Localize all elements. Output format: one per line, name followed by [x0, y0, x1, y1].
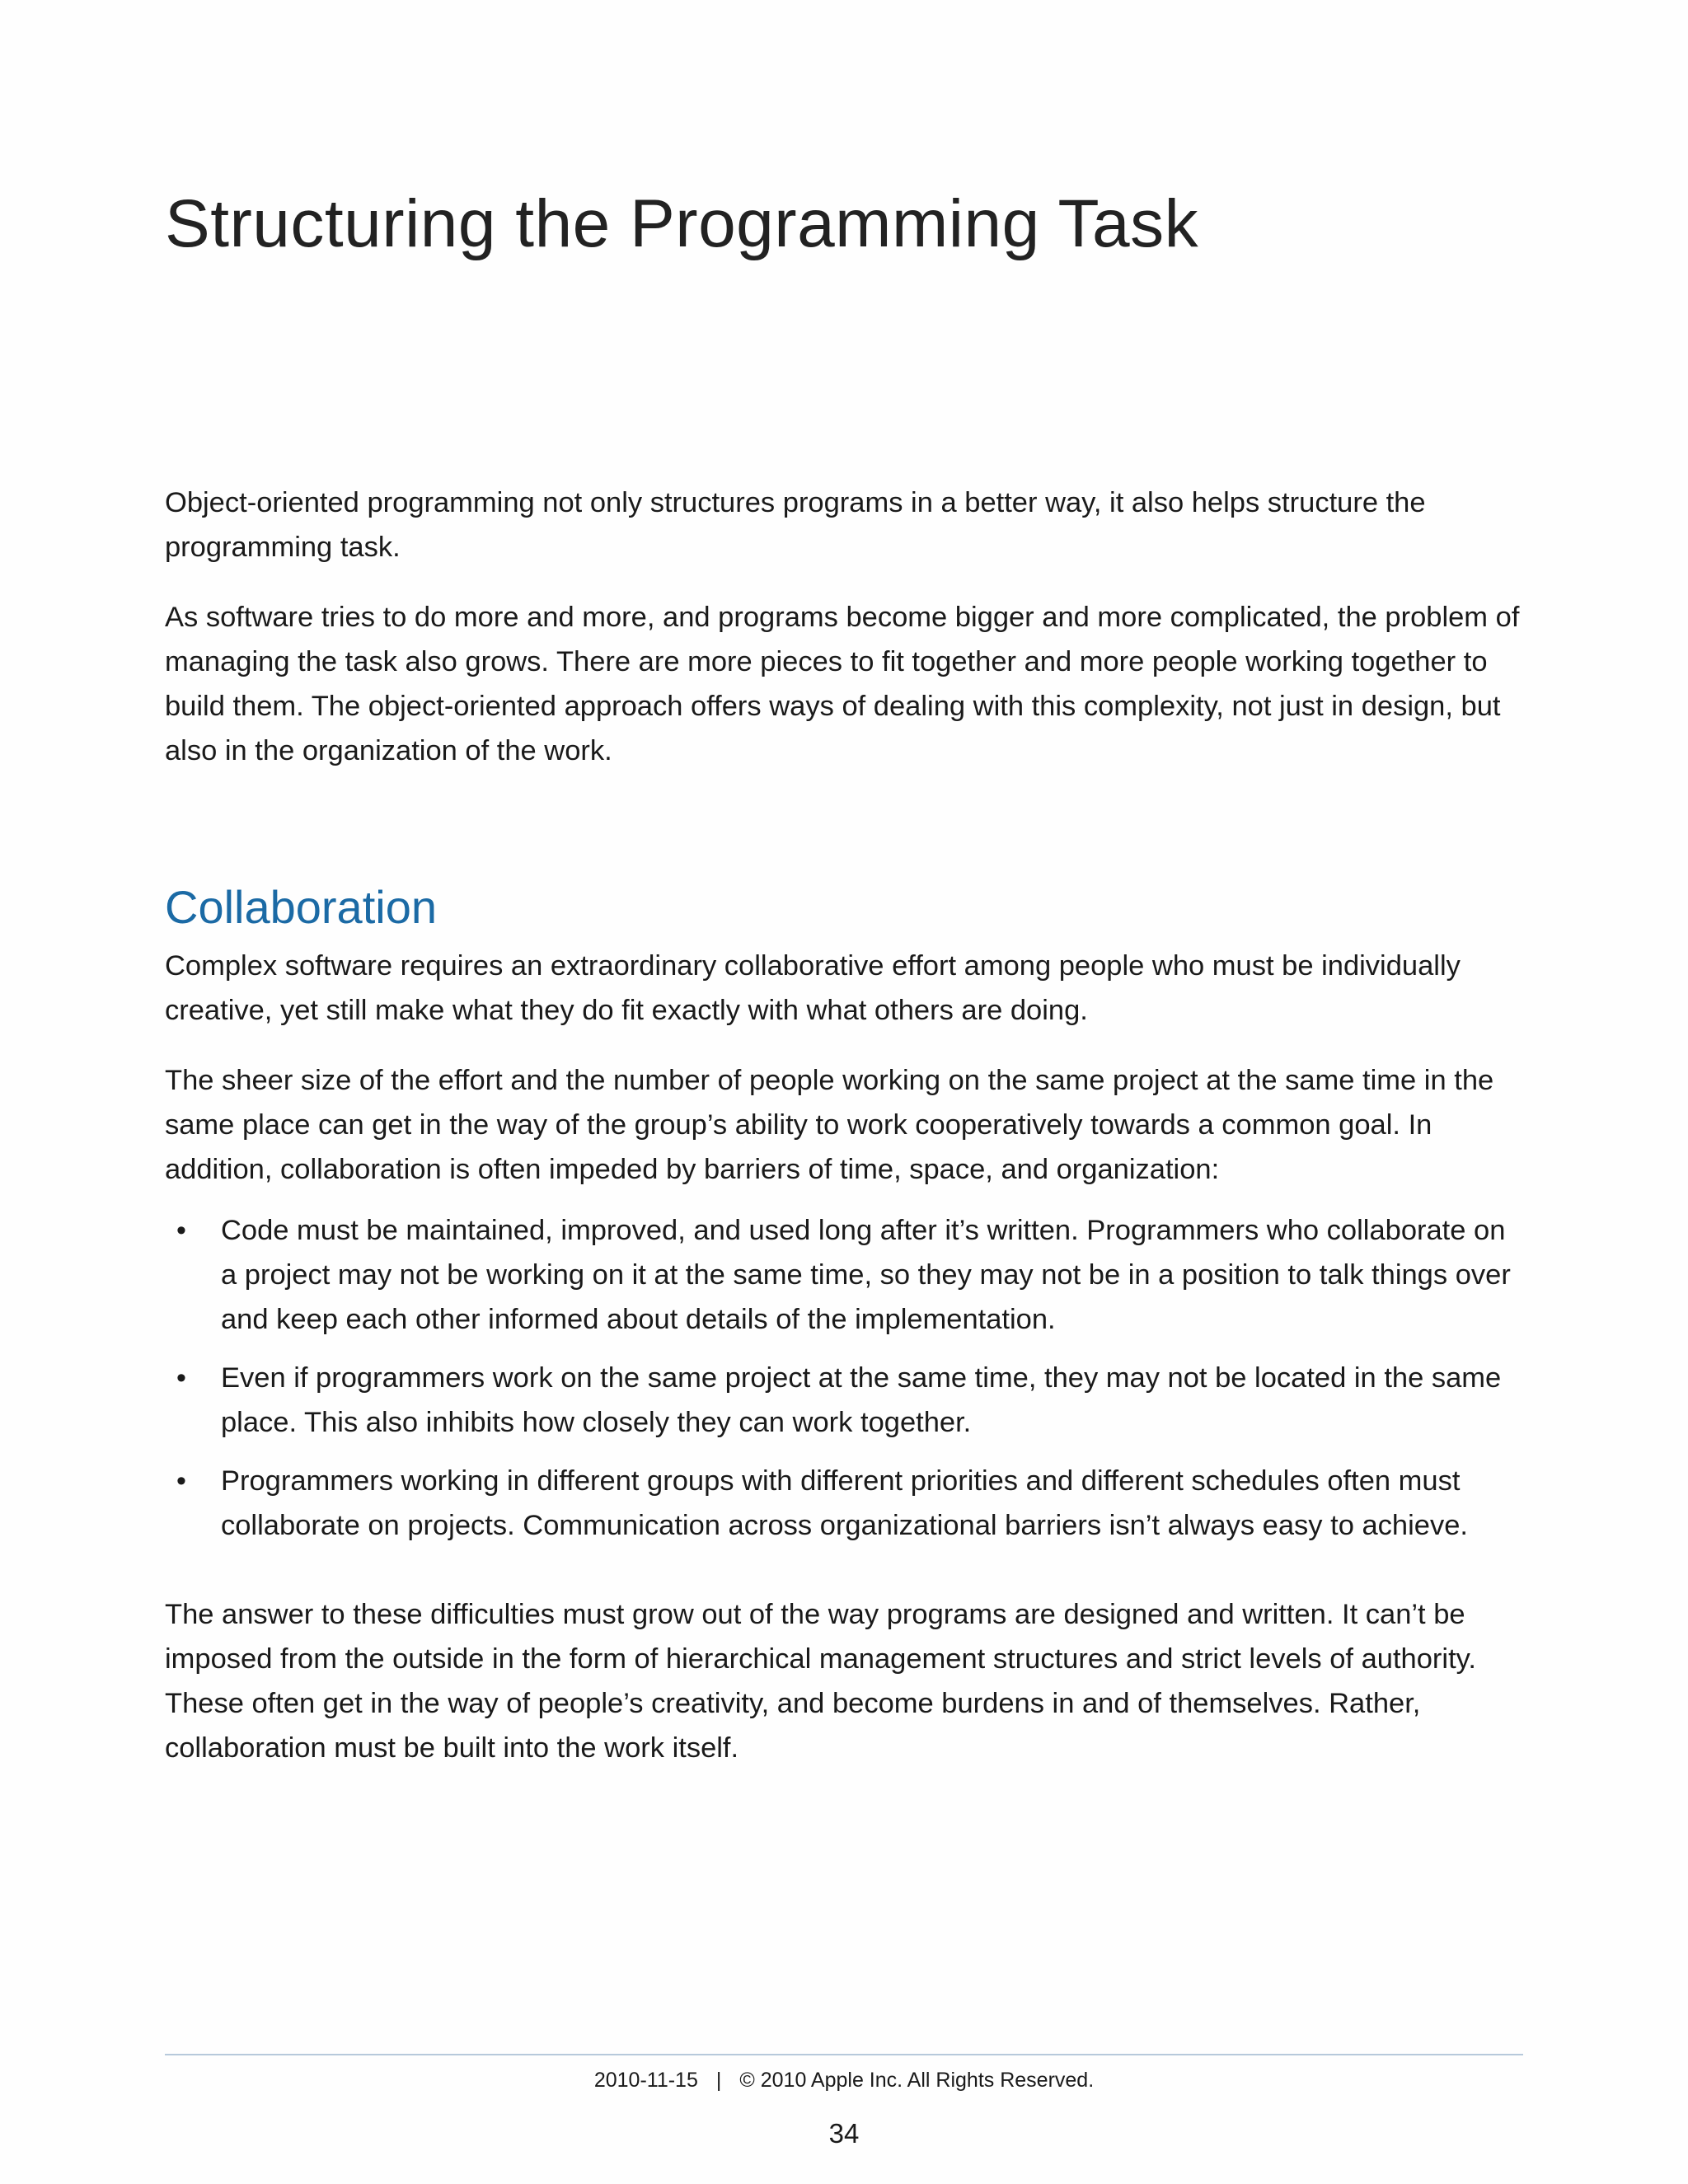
bullet-text: Code must be maintained, improved, and used long after it’s written. Programmers who collaborate on a project may not be working on it at the same time, so they may not be in a position to talk things over and keep each other informed about details of the implementation. — [221, 1215, 1511, 1335]
body-paragraph: Complex software requires an extraordinary collaborative effort among people who must be individually creative, yet still make what they do fit exactly with what others are doing. — [165, 950, 1461, 1026]
bullet-item — [165, 1356, 1525, 1445]
collaboration-section — [165, 876, 1525, 1796]
page-number: 34 — [828, 2118, 860, 2149]
bullet-icon: • — [176, 1465, 186, 1497]
bullet-icon: • — [176, 1362, 186, 1394]
footer-copyright: © 2010 Apple Inc. All Rights Reserved. — [739, 2069, 1095, 2092]
closing-paragraph: The answer to these difficulties must grow out of the way programs are designed and written. It can’t be imposed from the outside in the form of hierarchical management structures and strict levels of authority. These often get in the way of people’s creativity, and become burdens in and of themselves. Rather, collaboration must be built into the work itself. — [165, 1599, 1476, 1764]
bullet-item — [165, 1208, 1525, 1342]
bullet-text: Even if programmers work on the same project at the same time, they may not be located in the same place. This also inhibits how closely they can work together. — [221, 1362, 1502, 1438]
intro-paragraph: Object-oriented programming not only structures programs in a better way, it also helps structure the programming task. — [165, 487, 1426, 563]
footer-separator: | — [715, 2069, 722, 2092]
body-paragraph: The sheer size of the effort and the number of people working on the same project at the same time in the same place can get in the way of the group’s ability to work cooperatively towards a common goal. In addition, collaboration is often impeded by barriers of time, space, and organization: — [165, 1065, 1494, 1185]
intro-section — [165, 480, 1525, 799]
bullet-list — [165, 1208, 1525, 1548]
section-heading: Collaboration — [165, 881, 437, 933]
chapter-title: Structuring the Programming Task — [165, 186, 1199, 261]
footer-divider — [165, 2054, 1523, 2055]
bullet-text: Programmers working in different groups with different priorities and different schedules often must collaborate on projects. Communication across organizational barriers isn’t always easy to achieve. — [221, 1465, 1468, 1541]
intro-paragraph: As software tries to do more and more, and programs become bigger and more complicated, the problem of managing the task also grows. There are more pieces to fit together and more people working together to build them. The object-oriented approach offers ways of dealing with this complexity, not just in design, but also in the organization of the work. — [165, 602, 1520, 766]
bullet-icon: • — [176, 1215, 186, 1246]
footer — [0, 2065, 1688, 2095]
footer-date: 2010-11-15 — [593, 2069, 698, 2092]
document-page — [165, 0, 1525, 2184]
bullet-item — [165, 1459, 1525, 1548]
